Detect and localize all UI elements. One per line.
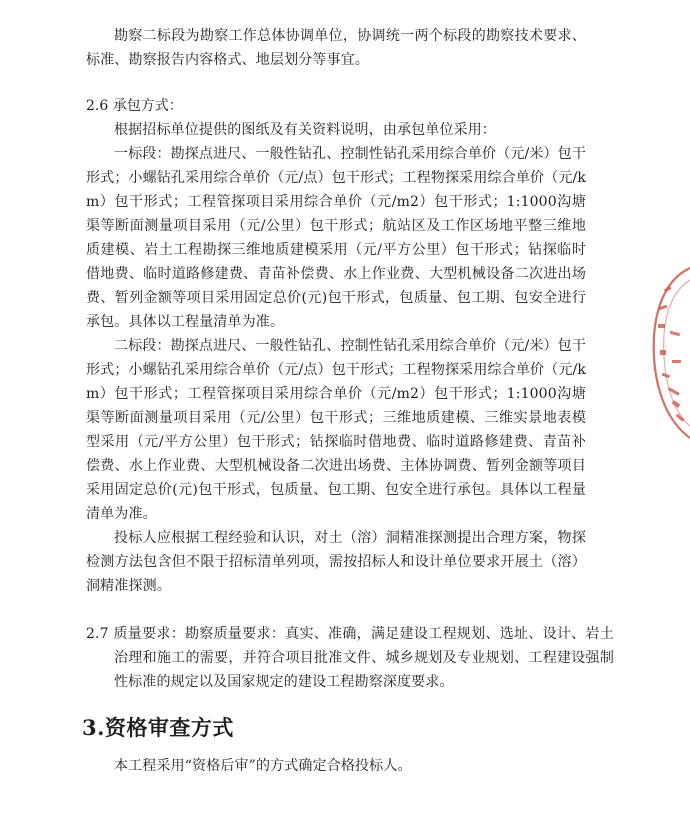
lot-1-paragraph: 一标段：勘探点进尺、一般性钻孔、控制性钻孔采用综合单价（元/米）包干形式；小螺钻孔采用综合单价（元/点）包干形式；工程物探采用综合单价（元/km）包干形式；工程管探项目采用综合单价（元/m2）包干形式；1:1000沟塘渠等断面测量项目采用（元/公里）包干形式；航站区及工作区场地平整三维地质建模、岩土工程勘探三维地质建模采用（元/平方公里）包干形式；钻探临时借地费、临时道路修建费、青苗补偿费、水上作业费、大型机械设备二次进出场费、暂列金额等项目采用固定总价(元)包干形式，包质量、包工期、包安全进行承包。具体以工程量清单为准。 xyxy=(86,146,586,330)
karst-detection-paragraph: 投标人应根据工程经验和认识，对土（溶）洞精准探测提出合理方案，物探检测方法包含但不限于招标清单列项，需按招标人和设计单位要求开展土（溶）洞精准探测。 xyxy=(86,530,586,594)
seal-partial-icon xyxy=(646,262,690,442)
intro-paragraph: 勘察二标段为勘察工作总体协调单位，协调统一两个标段的勘察技术要求、标准、勘察报告内容格式、地层划分等事宜。 xyxy=(86,28,586,68)
section-3-body: 本工程采用“资格后审”的方式确定合格投标人。 xyxy=(114,758,412,774)
contract-basis-paragraph: 根据招标单位提供的图纸及有关资料说明，由承包单位采用： xyxy=(114,122,497,138)
section-3-heading: 3.资格审查方式 xyxy=(82,715,234,740)
section-2-7-quality-paragraph: 2.7 质量要求：勘察质量要求：真实、准确，满足建设工程规划、选址、设计、岩土治理和施工的需要，并符合项目批准文件、城乡规划及专业规划、工程建设强制性标准的规定以及国家规定的建设工程勘察深度要求。 xyxy=(86,626,614,690)
official-seal-stamp xyxy=(646,262,690,442)
lot-2-paragraph: 二标段：勘探点进尺、一般性钻孔、控制性钻孔采用综合单价（元/米）包干形式；小螺钻孔采用综合单价（元/点）包干形式；工程物探采用综合单价（元/km）包干形式；工程管探项目采用综合单价（元/m2）包干形式；1:1000沟塘渠等断面测量项目采用（元/公里）包干形式；三维地质建模、三维实景地表模型采用（元/平方公里）包干形式；钻探临时借地费、临时道路修建费、青苗补偿费、水上作业费、大型机械设备二次进出场费、主体协调费、暂列金额等项目采用固定总价(元)包干形式，包质量、包工期、包安全进行承包。具体以工程量清单为准。 xyxy=(86,338,586,522)
section-2-6-title: 2.6 承包方式： xyxy=(86,98,183,114)
